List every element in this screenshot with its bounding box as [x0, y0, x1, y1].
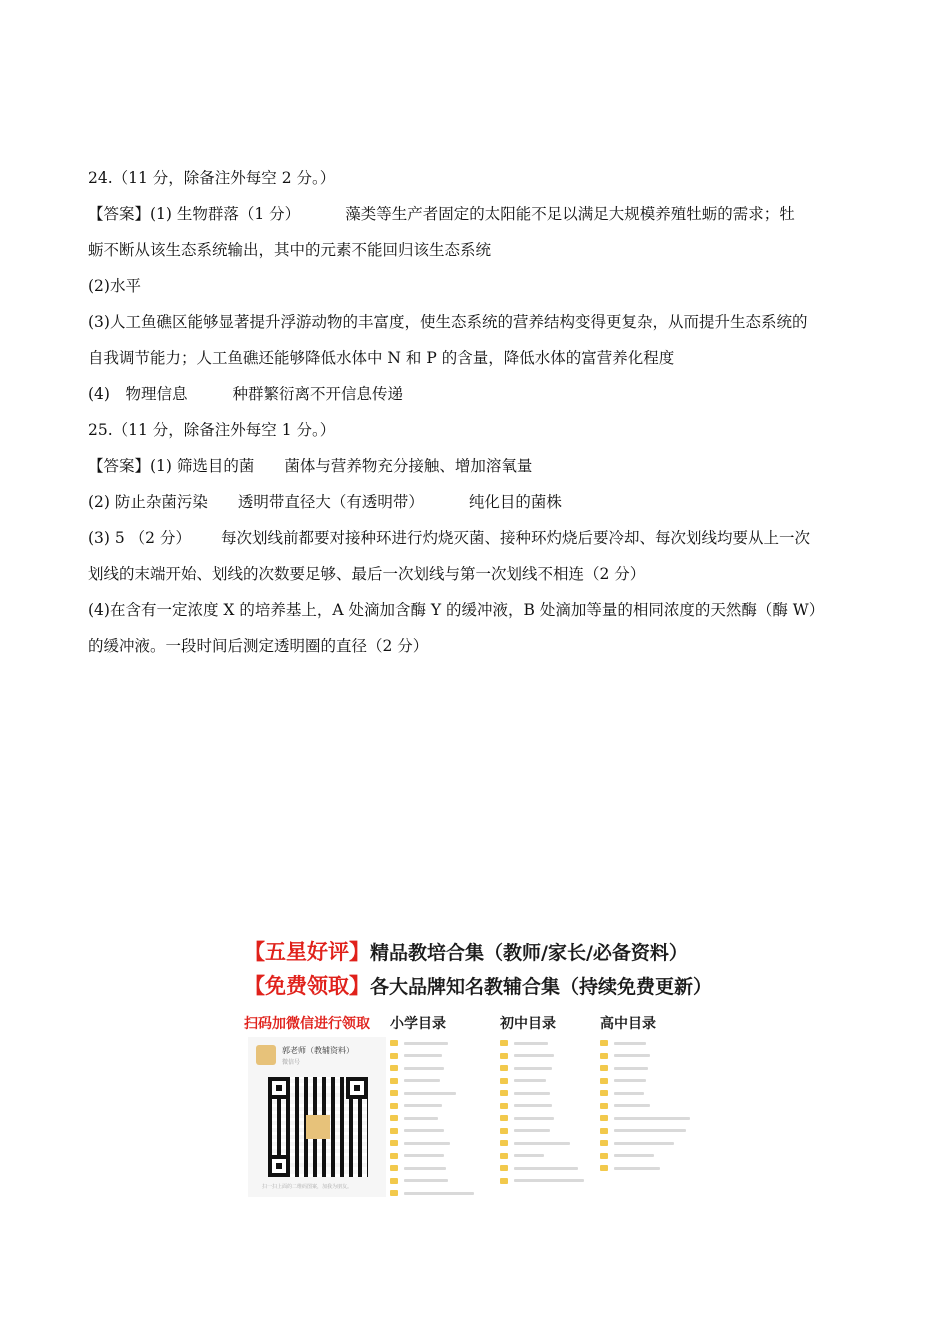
q24-part1-reason: 藻类等生产者固定的太阳能不足以满足大规模养殖牡蛎的需求；牡 [345, 205, 795, 223]
q25-answer-line-2 [88, 484, 863, 520]
q24-answer-line-1 [88, 196, 863, 232]
catalog-high-title: 高中目录 [600, 1016, 656, 1032]
folder-label-placeholder [514, 1117, 554, 1120]
folder-icon [390, 1065, 398, 1071]
folder-label-placeholder [614, 1142, 674, 1145]
q24-answer-line-6 [88, 376, 863, 412]
card-sub: 微信号 [282, 1059, 301, 1066]
q24-answer-line-3: (2)水平 [88, 277, 141, 295]
promo-free-tag: 【免费领取】 [244, 974, 370, 998]
folder-icon [600, 1165, 608, 1171]
folder-label-placeholder [614, 1117, 690, 1120]
catalog-folder-item [390, 1075, 474, 1088]
folder-label-placeholder [404, 1117, 438, 1120]
folder-label-placeholder [614, 1104, 650, 1107]
catalog-folder-item [390, 1137, 474, 1150]
folder-label-placeholder [614, 1167, 660, 1170]
avatar [256, 1045, 276, 1065]
folder-icon [390, 1128, 398, 1134]
scan-label: 扫码加微信进行领取 [244, 1016, 370, 1032]
catalog-folder-item [390, 1037, 474, 1050]
folder-label-placeholder [404, 1154, 444, 1157]
qr-finder [268, 1077, 290, 1099]
catalog-folder-item [500, 1125, 584, 1138]
folder-label-placeholder [404, 1067, 444, 1070]
folder-icon [500, 1140, 508, 1146]
q25-answer-line-4: 划线的末端开始、划线的次数要足够、最后一次划线与第一次划线不相连（2 分） [88, 565, 646, 583]
catalog-folder-item [600, 1112, 690, 1125]
q25-header: 25.（11 分，除备注外每空 1 分。） [88, 421, 336, 439]
promo-banner [244, 935, 713, 1197]
folder-icon [390, 1090, 398, 1096]
folder-label-placeholder [614, 1092, 644, 1095]
folder-icon [390, 1053, 398, 1059]
catalog-primary [390, 1013, 474, 1200]
folder-icon [390, 1103, 398, 1109]
folder-icon [600, 1103, 608, 1109]
folder-label-placeholder [514, 1179, 584, 1182]
qr-finder [346, 1077, 368, 1099]
folder-label-placeholder [514, 1167, 578, 1170]
folder-label-placeholder [614, 1067, 648, 1070]
catalog-folder-item [600, 1037, 690, 1050]
folder-label-placeholder [404, 1042, 448, 1045]
catalog-folder-item [390, 1087, 474, 1100]
q25-answer-line-5: (4)在含有一定浓度 X 的培养基上，A 处滴加含酶 Y 的缓冲液，B 处滴加等量的相同浓度的天然酶（酶 W） [88, 601, 825, 619]
folder-icon [500, 1153, 508, 1159]
wechat-card [248, 1037, 386, 1197]
catalog-folder-item [500, 1075, 584, 1088]
q24-part1-label: 【答案】(1) 生物群落（1 分） [88, 205, 301, 223]
folder-label-placeholder [404, 1079, 440, 1082]
folder-icon [390, 1165, 398, 1171]
catalog-middle-list [500, 1037, 584, 1187]
promo-five-star-tag: 【五星好评】 [244, 940, 370, 964]
q24-header: 24.（11 分，除备注外每空 2 分。） [88, 169, 336, 187]
catalog-folder-item [390, 1112, 474, 1125]
q24-answer-line-5: 自我调节能力；人工鱼礁还能够降低水体中 N 和 P 的含量，降低水体的富营养化程度 [88, 349, 675, 367]
folder-icon [390, 1040, 398, 1046]
folder-label-placeholder [404, 1167, 446, 1170]
folder-icon [600, 1090, 608, 1096]
card-name: 郭老师（教辅资料） [282, 1046, 354, 1055]
folder-label-placeholder [514, 1142, 570, 1145]
folder-icon [600, 1140, 608, 1146]
folder-label-placeholder [514, 1067, 552, 1070]
folder-icon [390, 1153, 398, 1159]
folder-icon [390, 1190, 398, 1196]
q25-part1-b: 菌体与营养物充分接触、增加溶氧量 [284, 457, 533, 475]
catalog-primary-title: 小学目录 [390, 1016, 446, 1032]
catalog-folder-item [390, 1050, 474, 1063]
catalog-folder-item [600, 1100, 690, 1113]
folder-icon [500, 1078, 508, 1084]
folder-icon [500, 1103, 508, 1109]
catalog-folder-item [600, 1062, 690, 1075]
promo-row-2-text: 各大品牌知名教辅合集（持续免费更新） [370, 976, 713, 998]
catalog-folder-item [600, 1050, 690, 1063]
folder-icon [600, 1153, 608, 1159]
catalog-folder-item [390, 1150, 474, 1163]
catalog-folder-item [500, 1050, 584, 1063]
catalog-middle [500, 1013, 584, 1187]
answer-document [88, 160, 863, 664]
catalog-middle-title: 初中目录 [500, 1016, 556, 1032]
promo-lower-section [244, 1013, 706, 1197]
q25-answer-line-6: 的缓冲液。一段时间后测定透明圈的直径（2 分） [88, 637, 429, 655]
folder-label-placeholder [614, 1129, 686, 1132]
q25-answer-line-3 [88, 520, 863, 556]
folder-label-placeholder [404, 1092, 456, 1095]
catalog-folder-item [500, 1175, 584, 1188]
q25-part2-a: (2) 防止杂菌污染 [88, 493, 208, 511]
q25-part2-b: 透明带直径大（有透明带） [237, 493, 424, 511]
qr-code-icon[interactable] [268, 1077, 368, 1177]
folder-icon [390, 1115, 398, 1121]
catalog-high [600, 1013, 690, 1175]
folder-icon [500, 1053, 508, 1059]
folder-icon [500, 1040, 508, 1046]
catalog-folder-item [500, 1162, 584, 1175]
catalog-folder-item [600, 1162, 690, 1175]
promo-row-2 [244, 969, 713, 1003]
folder-icon [600, 1078, 608, 1084]
catalog-folder-item [390, 1100, 474, 1113]
catalog-folder-item [390, 1187, 474, 1200]
q24-answer-line-2: 蛎不断从该生态系统输出，其中的元素不能回归该生态系统 [88, 241, 492, 259]
folder-icon [500, 1178, 508, 1184]
q24-part4-b: 种群繁衍离不开信息传递 [232, 385, 403, 403]
folder-label-placeholder [514, 1054, 554, 1057]
catalog-folder-item [600, 1087, 690, 1100]
q25-part1-a: 【答案】(1) 筛选目的菌 [88, 457, 255, 475]
folder-icon [600, 1128, 608, 1134]
promo-row-1 [244, 935, 706, 969]
folder-icon [390, 1140, 398, 1146]
folder-icon [390, 1178, 398, 1184]
folder-label-placeholder [514, 1129, 550, 1132]
catalog-folder-item [500, 1037, 584, 1050]
folder-icon [600, 1065, 608, 1071]
catalog-folder-item [600, 1075, 690, 1088]
catalog-folder-item [390, 1125, 474, 1138]
catalog-folder-item [600, 1150, 690, 1163]
folder-icon [500, 1090, 508, 1096]
folder-icon [390, 1078, 398, 1084]
catalog-folder-item [500, 1087, 584, 1100]
folder-label-placeholder [404, 1192, 474, 1195]
folder-label-placeholder [614, 1079, 646, 1082]
catalog-folder-item [500, 1100, 584, 1113]
folder-label-placeholder [614, 1154, 654, 1157]
q24-answer-line-4: (3)人工鱼礁区能够显著提升浮游动物的丰富度，使生态系统的营养结构变得更复杂，从而提升生态系统的 [88, 313, 808, 331]
catalog-high-list [600, 1037, 690, 1175]
folder-icon [500, 1065, 508, 1071]
catalog-folder-item [600, 1137, 690, 1150]
catalog-folder-item [390, 1062, 474, 1075]
catalog-folder-item [500, 1062, 584, 1075]
catalog-folder-item [390, 1162, 474, 1175]
q24-part4-a: (4) 物理信息 [88, 385, 188, 403]
catalog-folder-item [500, 1112, 584, 1125]
folder-label-placeholder [614, 1054, 650, 1057]
folder-label-placeholder [514, 1042, 548, 1045]
folder-icon [600, 1053, 608, 1059]
catalog-folder-item [600, 1125, 690, 1138]
folder-label-placeholder [514, 1104, 552, 1107]
folder-label-placeholder [404, 1129, 444, 1132]
catalog-primary-list [390, 1037, 474, 1200]
folder-label-placeholder [404, 1104, 442, 1107]
q25-part3-b: 每次划线前都要对接种环进行灼烧灭菌、接种环灼烧后要冷却、每次划线均要从上一次 [220, 529, 810, 547]
folder-label-placeholder [514, 1079, 546, 1082]
catalog-folder-item [500, 1150, 584, 1163]
qr-center-logo [306, 1115, 330, 1139]
folder-icon [600, 1115, 608, 1121]
folder-label-placeholder [614, 1042, 646, 1045]
q25-part2-c: 纯化目的菌株 [468, 493, 562, 511]
folder-label-placeholder [404, 1142, 450, 1145]
q25-answer-line-1 [88, 448, 863, 484]
folder-label-placeholder [514, 1154, 544, 1157]
folder-label-placeholder [404, 1179, 448, 1182]
folder-icon [500, 1165, 508, 1171]
promo-row-1-text: 精品教培合集（教师/家长/必备资料） [370, 942, 688, 964]
folder-icon [500, 1128, 508, 1134]
folder-icon [600, 1040, 608, 1046]
q25-part3-a: (3) 5 （2 分） [88, 529, 191, 547]
qr-finder [268, 1155, 290, 1177]
catalog-folder-item [500, 1137, 584, 1150]
card-footnote: 扫一扫上面的二维码图案，加我为朋友。 [262, 1184, 353, 1190]
folder-label-placeholder [404, 1054, 442, 1057]
folder-icon [500, 1115, 508, 1121]
folder-label-placeholder [514, 1092, 550, 1095]
catalog-folder-item [390, 1175, 474, 1188]
